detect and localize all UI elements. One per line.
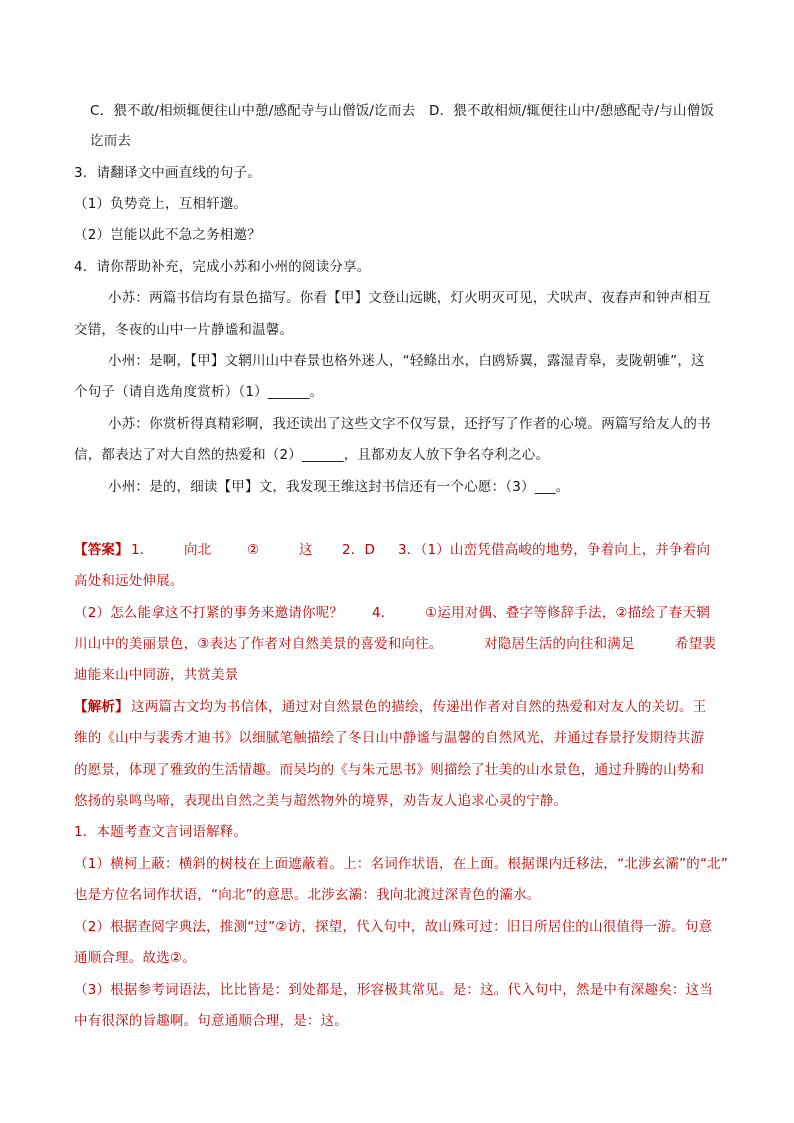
dialogue-3-line1: 小苏：你赏析得真精彩啊，我还读出了这些文字不仅写景，还抒写了作者的心境。两篇写给友人的书 [108,416,711,432]
analysis-point3-line1: （2）根据查阅字典法，推测“过”②访，探望，代入句中，故山殊可过：旧日所居住的山很值得一游。句意 [74,919,713,935]
dialogue-2-line2: 个句子（请自选角度赏析）（1）______。 [74,384,324,400]
analysis-point2-line1: （1）横柯上蔽：横斜的树枝在上面遮蔽着。上：名词作状语，在上面。根据课内迁移法，“北涉玄灞”的“北” [74,856,729,872]
answer-1-number: 1． [131,542,154,558]
analysis-point2-line2: 也是方位名词作状语，“向北”的意思。北涉玄灞：我向北渡过深青色的灞水。 [74,887,541,903]
q3-item-1: （1）负势竞上，互相轩邈。 [74,196,248,212]
answer-4-3-cont: 迪能来山中同游，共赏美景 [74,667,239,683]
analysis-label: 【解析】 [74,699,129,715]
answer-4-1-cont: 川山中的美丽景色，③表达了作者对自然美景的喜爱和向往。 [74,636,443,652]
dialogue-1-line2: 交错，冬夜的山中一片静谧和温馨。 [74,322,294,338]
analysis-line4: 悠扬的泉鸣鸟啼，表现出自然之美与超然物外的境界，劝告友人追求心灵的宁静。 [74,793,568,809]
analysis-line3: 的愿景，体现了雅致的生活情趣。而吴均的《与朱元思书》则描绘了壮美的山水景色，通过升腾的山势和 [74,762,705,778]
answer-label: 【答案】 [74,542,129,558]
answer-4-3: 希望裴 [675,636,717,652]
dialogue-1-line1: 小苏：两篇书信均有景色描写。你看【甲】文登山远眺，灯火明灭可见，犬吠声、夜舂声和钟声相互 [108,290,711,306]
q3-stem: 3．请翻译文中画直线的句子。 [74,165,261,181]
dialogue-3-line2: 信，都表达了对大自然的热爱和（2）______，且都劝友人放下争名夺利之心。 [74,447,550,463]
answer-2: 2．D [342,542,376,558]
analysis-point3-line2: 通顺合理。故选②。 [74,950,196,966]
dialogue-4-line1: 小州：是的，细读【甲】文，我发现王维这封书信还有一个心愿：（3）___。 [108,479,570,495]
answer-3-1-cont: 高处和远处伸展。 [74,573,184,589]
dialogue-2-line1: 小州：是啊，【甲】文辋川山中春景也格外迷人，“轻鲦出水，白鸥矫翼，露湿青皋，麦陇朝雊”，这 [108,353,705,369]
q3-item-2: （2）岂能以此不急之务相邀？ [74,227,261,243]
answer-1-b: ② [247,542,260,558]
option-cd-line2: 讫而去 [90,133,132,149]
answer-1-a: 向北 [184,542,212,558]
analysis-line1: 这两篇古文均为书信体，通过对自然景色的描绘，传递出作者对自然的热爱和对友人的关切。王 [131,699,707,715]
answer-4-number: 4． [372,605,395,621]
analysis-point1: 1．本题考查文言词语解释。 [74,824,248,840]
analysis-point4-line2: 中有很深的旨趣啊。句意通顺合理，是：这。 [74,1013,348,1029]
answer-3-1: 3．（1）山峦凭借高峻的地势，争着向上，并争着向 [398,542,711,558]
answer-1-c: 这 [299,542,313,558]
analysis-line2: 维的《山中与裴秀才迪书》以细腻笔触描绘了冬日山中静谧与温馨的自然风光，并通过春景抒发期待共游 [74,730,705,746]
answer-3-2: （2）怎么能拿这不打紧的事务来邀请你呢？ [74,605,344,621]
answer-4-1: ①运用对偶、叠字等修辞手法，②描绘了春天辋 [425,605,710,621]
option-cd-line1: C．猥不敢/相烦辄便往山中憩/感配寺与山僧饭/讫而去 D．猥不敢相烦/辄便往山中/憩感配寺/与山僧饭 [90,103,715,119]
q4-stem: 4．请你帮助补充，完成小苏和小州的阅读分享。 [74,259,371,275]
analysis-point4-line1: （3）根据参考词语法，比比皆是：到处都是，形容极其常见。是：这。代入句中，然是中有深趣矣：这当 [74,982,713,998]
answer-4-2: 对隐居生活的向往和满足 [484,636,635,652]
